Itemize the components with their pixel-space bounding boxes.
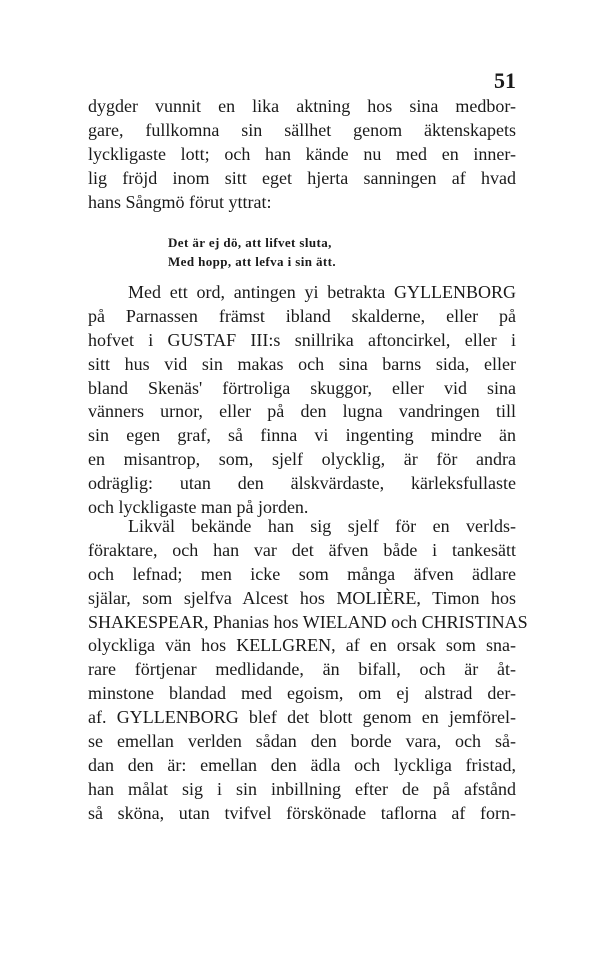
text-line: dan den är: emellan den ädla och lyckliga fristad, <box>88 754 516 775</box>
text-line: hofvet i GUSTAF III:s snillrika aftoncirkel, eller i <box>88 329 516 350</box>
text-line: vänners urnor, eller på den lugna vandringen till <box>88 401 516 422</box>
paragraph-continued <box>88 95 516 214</box>
text-line: rare förtjenar medlidande, än bifall, och är åt- <box>88 659 516 680</box>
text-line: af. GYLLENBORG blef det blott genom en jemförel- <box>88 707 516 728</box>
text-line: SHAKESPEAR, Phanias hos WIELAND och CHRISTINAS <box>88 611 528 632</box>
text-line: föraktare, och han var det äfven både i tankesätt <box>88 539 516 560</box>
text-line: så sköna, utan tvifvel förskönade taflorna af forn- <box>88 802 516 823</box>
text-line: Likväl bekände han sig sjelf för en verlds- <box>128 516 516 536</box>
verse-line: Det är ej dö, att lifvet sluta, <box>168 235 332 250</box>
text-line: lyckligaste lott; och han kände nu med en inner- <box>88 143 516 164</box>
text-line: en misantrop, som, sjelf olycklig, är för andra <box>88 449 516 470</box>
verse-quotation <box>168 233 428 271</box>
text-line: och lyckligaste man på jorden. <box>88 497 309 518</box>
verse-line: Med hopp, att lefva i sin ätt. <box>168 254 336 269</box>
text-line: minstone blandad med egoism, om ej alstrad der- <box>88 683 516 704</box>
text-line: sitt hus vid sin makas och sina barns sida, eller <box>88 353 516 374</box>
paragraph-with-ett-ord <box>88 281 516 520</box>
text-line: olyckliga vän hos KELLGREN, af en orsak som sna- <box>88 635 516 656</box>
text-line: och lefnad; men icke som många äfven ädlare <box>88 563 516 584</box>
page-number: 51 <box>494 68 516 93</box>
text-line: se emellan verlden sådan den borde vara, och så- <box>88 731 516 752</box>
text-line: hans Sångmö förut yttrat: <box>88 191 272 212</box>
paragraph-likval <box>88 515 528 826</box>
text-line: Med ett ord, antingen yi betrakta GYLLENBORG <box>128 282 516 302</box>
text-line: han målat sig i sin inbillning efter de på afstånd <box>88 778 516 799</box>
text-line: gare, fullkomna sin sällhet genom äktenskapets <box>88 119 516 140</box>
text-line: bland Skenäs' förtroliga skuggor, eller vid sina <box>88 377 516 398</box>
text-line: sin egen graf, så finna vi ingenting mindre än <box>88 425 516 446</box>
text-line: lig fröjd inom sitt eget hjerta sanningen af hvad <box>88 167 516 188</box>
text-line: själar, som sjelfva Alcest hos MOLIÈRE, Timon hos <box>88 587 516 608</box>
text-line: dygder vunnit en lika aktning hos sina medbor- <box>88 96 516 116</box>
text-line: på Parnassen främst ibland skalderne, eller på <box>88 305 516 326</box>
text-line: odräglig: utan den älskvärdaste, kärleksfullaste <box>88 473 516 494</box>
